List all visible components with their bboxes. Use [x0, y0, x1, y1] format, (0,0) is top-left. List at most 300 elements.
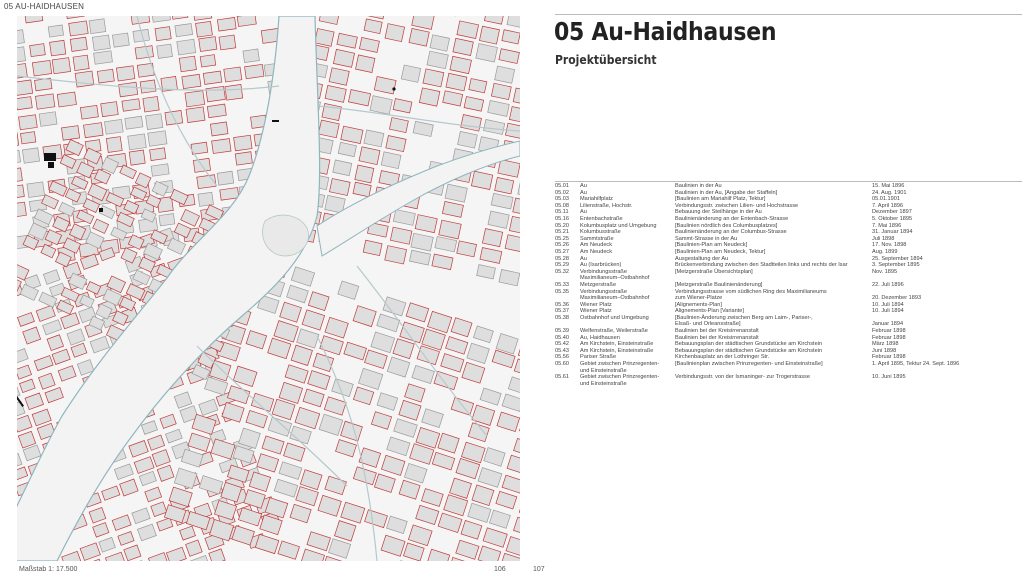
city-block: [151, 164, 169, 176]
city-block: [196, 21, 213, 37]
city-block: [482, 229, 502, 247]
project-number-text: 05.36: [555, 301, 569, 308]
project-description-line: [Baulinien-Änderung zwischen Berg am Laim-, Pariser-,: [675, 314, 813, 321]
project-description: [675, 209, 872, 216]
project-description-line: [Metzgerstraße Übersichtsplan]: [675, 268, 753, 275]
project-date-line: 10. Juli 1894: [872, 308, 904, 315]
city-block: [122, 99, 140, 111]
city-block: [17, 97, 32, 110]
project-description-line: Verbindungsstr. von der Ismaninger- zur Trogerstrasse: [675, 374, 810, 381]
project-number: [555, 249, 580, 256]
city-block: [175, 24, 193, 37]
project-date: [872, 308, 1022, 315]
project-description: [675, 361, 872, 374]
project-date-line: Februar 1898: [872, 334, 906, 341]
project-description-line: [Alignements-Plan]: [675, 301, 722, 308]
city-block: [35, 94, 54, 109]
city-block: [179, 56, 196, 72]
city-block: [219, 35, 236, 50]
city-block: [106, 137, 122, 153]
project-name: [580, 341, 675, 348]
project-number: [555, 196, 580, 203]
project-date-line: 05.01.1901: [872, 196, 900, 203]
project-name-line: Au (Isarbrücken): [580, 262, 622, 269]
city-map: [17, 16, 520, 561]
project-row: [555, 262, 1022, 269]
project-description-line: Baulinien bei der Kreisirrenanstalt: [675, 328, 759, 335]
project-date-line: 20. Dezember 1893: [872, 295, 922, 302]
project-description: [675, 223, 872, 230]
project-name-line: Lilienstraße, Hochstr.: [580, 202, 633, 209]
project-description-line: [Baulinien nördlich des Columbusplatzes]: [675, 222, 778, 229]
title-rule: [555, 14, 1022, 15]
project-date: [872, 328, 1022, 335]
project-number-text: 05.60: [555, 361, 569, 368]
right-page: [522, 0, 1024, 578]
project-name-line: Mariahilfplatz: [580, 196, 613, 203]
city-block: [210, 122, 228, 136]
city-block: [157, 44, 173, 58]
project-description: [675, 216, 872, 223]
project-description-line: Baulinien bei der Kreisirrenanstalt: [675, 334, 759, 341]
city-block: [70, 37, 87, 51]
city-block: [101, 102, 119, 117]
project-row: [555, 354, 1022, 361]
project-description-line: Elsaß- und Orleansstraße]: [675, 321, 741, 328]
project-row: [555, 302, 1022, 309]
project-date: [872, 249, 1022, 256]
project-date-line: Februar 1898: [872, 328, 906, 335]
project-description-line: [Baulinienplan zwischen Prinzregenten- und Einsteinstraße]: [675, 361, 823, 368]
project-description: [675, 302, 872, 309]
city-block: [243, 49, 259, 63]
project-name-line: Kolumbusstraße: [580, 229, 621, 236]
project-name: [580, 374, 675, 387]
project-row: [555, 236, 1022, 243]
city-block: [199, 37, 217, 52]
project-name: [580, 190, 675, 197]
project-description: [675, 196, 872, 203]
project-date-line: 22. Juli 1896: [872, 281, 904, 288]
city-block: [148, 131, 167, 147]
project-date: [872, 335, 1022, 342]
project-name: [580, 196, 675, 203]
project-number-text: 05.38: [555, 314, 569, 321]
city-block: [57, 92, 76, 107]
project-description: [675, 262, 872, 269]
project-number-text: 05.56: [555, 354, 569, 361]
project-number: [555, 289, 580, 302]
city-block: [322, 103, 342, 120]
city-block: [84, 123, 104, 138]
project-date-line: Juli 1898: [872, 235, 895, 242]
project-row: [555, 335, 1022, 342]
project-date-line: 17. Nov. 1898: [872, 242, 907, 249]
city-block: [217, 17, 236, 31]
city-block: [225, 84, 243, 100]
project-date-line: März 1898: [872, 341, 899, 348]
project-row: [555, 183, 1022, 190]
table-rule: [555, 181, 1022, 182]
city-block: [146, 114, 163, 130]
city-block: [39, 112, 57, 127]
project-number: [555, 335, 580, 342]
city-block: [97, 69, 114, 83]
city-block: [207, 104, 226, 118]
project-date-line: Januar 1894: [872, 321, 904, 328]
project-description: [675, 242, 872, 249]
project-number: [555, 229, 580, 236]
project-date: [872, 354, 1022, 361]
project-row: [555, 361, 1022, 374]
project-number: [555, 242, 580, 249]
project-description-line: zum Wiener-Platze: [675, 295, 723, 302]
project-description-line: Bebauungsplan der städtischen Grundstücke am Kirchstein: [675, 341, 823, 348]
project-name: [580, 249, 675, 256]
project-name-line: Au: [580, 189, 587, 196]
project-date: [872, 216, 1022, 223]
project-description: [675, 328, 872, 335]
project-name-line: Maximilianeum–Ostbahnhof: [580, 295, 650, 302]
city-block: [235, 152, 252, 165]
project-name: [580, 223, 675, 230]
project-number: [555, 315, 580, 328]
project-number: [555, 302, 580, 309]
city-block: [61, 126, 79, 141]
project-name: [580, 209, 675, 216]
project-name: [580, 282, 675, 289]
project-number: [555, 216, 580, 223]
project-date: [872, 223, 1022, 230]
project-date: [872, 183, 1022, 190]
project-name-line: Kolumbusplatz und Umgebung: [580, 222, 657, 229]
project-name: [580, 256, 675, 263]
project-number: [555, 190, 580, 197]
project-date: [872, 256, 1022, 263]
city-block: [200, 55, 216, 67]
project-number: [555, 348, 580, 355]
project-row: [555, 203, 1022, 210]
project-name-line: Verbindungsstraße: [580, 288, 627, 295]
city-block: [19, 115, 38, 130]
project-name-line: Ostbahnhof und Umgebung: [580, 314, 649, 321]
city-block: [30, 44, 46, 57]
project-number-text: 05.02: [555, 189, 569, 196]
city-block: [155, 27, 171, 41]
project-date: [872, 229, 1022, 236]
project-row: [555, 308, 1022, 315]
project-date: [872, 196, 1022, 203]
city-block: [17, 185, 24, 199]
city-block: [186, 107, 205, 123]
project-number: [555, 209, 580, 216]
project-number-text: 05.20: [555, 222, 569, 229]
city-block: [48, 25, 63, 37]
project-description: [675, 335, 872, 342]
city-block: [479, 26, 499, 44]
project-description-line: Sammt-Strasse in der Au: [675, 235, 738, 242]
city-map-drawing: [17, 16, 520, 561]
project-row: [555, 256, 1022, 263]
project-name-line: Au, Haidhausen: [580, 334, 620, 341]
city-block: [128, 134, 147, 150]
project-description: [675, 289, 872, 302]
project-description: [675, 315, 872, 328]
city-block: [185, 91, 205, 107]
project-number-text: 05.11: [555, 209, 569, 216]
project-row: [555, 209, 1022, 216]
city-block: [17, 202, 26, 217]
city-block: [17, 47, 26, 63]
project-name: [580, 315, 675, 328]
project-name: [580, 308, 675, 315]
project-date-line: 1. April 1895, Tektur 24. Sept. 1896: [872, 361, 960, 368]
project-date-line: 7. April 1896: [872, 202, 904, 209]
city-block: [32, 60, 51, 76]
project-number: [555, 361, 580, 374]
city-block: [92, 35, 110, 51]
project-name: [580, 242, 675, 249]
project-description-line: Verbindungsstr. zwischen Lilien- und Hochstrasse: [675, 202, 799, 209]
city-block: [206, 86, 226, 101]
project-row: [555, 269, 1022, 282]
project-number: [555, 256, 580, 263]
project-date-line: 31. Januar 1894: [872, 229, 913, 236]
city-block: [177, 39, 196, 55]
project-description: [675, 374, 872, 387]
project-date: [872, 203, 1022, 210]
city-block: [419, 88, 440, 106]
city-block: [50, 40, 66, 56]
project-number: [555, 282, 580, 289]
project-description-line: Ausgestaltung der Au: [675, 255, 729, 262]
page-number-right: 107: [533, 566, 545, 573]
project-description-line: Baulinienänderung an der Columbus-Strasse: [675, 229, 787, 236]
city-block: [69, 21, 88, 36]
project-number: [555, 374, 580, 387]
project-date: [872, 341, 1022, 348]
project-name: [580, 361, 675, 374]
city-block: [198, 192, 214, 206]
project-row: [555, 348, 1022, 355]
project-number: [555, 203, 580, 210]
project-row: [555, 374, 1022, 387]
project-description: [675, 236, 872, 243]
project-row: [555, 242, 1022, 249]
project-description: [675, 183, 872, 190]
city-block: [245, 64, 264, 78]
project-date: [872, 289, 1022, 302]
project-description: [675, 249, 872, 256]
project-date: [872, 190, 1022, 197]
project-number-text: 05.35: [555, 288, 569, 295]
project-table: [555, 183, 1022, 387]
project-description: [675, 256, 872, 263]
project-date: [872, 236, 1022, 243]
city-block: [22, 148, 39, 163]
project-description-line: Bebauungsplan der städtischen Grundstücke am Kirchstein: [675, 347, 823, 354]
project-number-text: 05.21: [555, 229, 569, 236]
project-name: [580, 183, 675, 190]
project-date: [872, 269, 1022, 282]
project-number: [555, 262, 580, 269]
city-block: [20, 132, 35, 144]
project-number-text: 05.32: [555, 268, 569, 275]
project-name: [580, 289, 675, 302]
project-date-line: 24. Aug. 1901: [872, 189, 907, 196]
project-description-line: Alignements-Plan [Variante]: [675, 308, 744, 315]
project-number: [555, 308, 580, 315]
project-name-line: Am Kirchstein, Einsteinstraße: [580, 341, 654, 348]
project-name-line: Am Neudeck: [580, 242, 613, 249]
project-name-line: und Einsteinstraße: [580, 367, 627, 374]
city-block: [182, 74, 201, 88]
project-number: [555, 354, 580, 361]
city-block: [385, 24, 405, 42]
project-name-line: Maximilianeum–Ostbahnhof: [580, 275, 650, 282]
project-description: [675, 308, 872, 315]
city-block: [89, 19, 106, 34]
city-block: [116, 66, 134, 81]
city-block: [315, 29, 334, 47]
project-date-line: 5. Oktober 1895: [872, 215, 913, 222]
city-block: [220, 188, 239, 201]
project-description: [675, 348, 872, 355]
project-row: [555, 229, 1022, 236]
project-date-line: 15. Mai 1896: [872, 183, 905, 189]
project-name-line: Welfenstraße, Weilerstraße: [580, 328, 648, 335]
project-number-text: 05.33: [555, 281, 569, 288]
project-name: [580, 328, 675, 335]
project-description-line: Baulinienänderung an der Entenbach-Strasse: [675, 215, 789, 222]
project-number-text: 05.40: [555, 334, 569, 341]
project-description: [675, 190, 872, 197]
city-block: [135, 46, 153, 59]
city-block: [212, 139, 231, 154]
page-subtitle: Projektübersicht: [555, 53, 657, 67]
project-name-line: Am Kirchstein, Einsteinstraße: [580, 347, 654, 354]
project-name-line: Entenbachstraße: [580, 215, 623, 222]
project-number-text: 05.42: [555, 341, 569, 348]
project-date: [872, 262, 1022, 269]
project-date-line: 25. September 1894: [872, 255, 923, 262]
project-number-text: 05.39: [555, 328, 569, 335]
project-number: [555, 236, 580, 243]
project-table-body: [555, 183, 1022, 387]
project-name: [580, 302, 675, 309]
project-row: [555, 282, 1022, 289]
city-block: [140, 80, 156, 93]
project-name: [580, 348, 675, 355]
project-number: [555, 183, 580, 190]
project-description-line: Kirchenbauplatz an der Lothringer Str.: [675, 354, 770, 361]
page-title: 05 Au-Haidhausen: [554, 17, 777, 46]
project-description: [675, 354, 872, 361]
project-number-text: 05.27: [555, 248, 569, 255]
city-block: [17, 80, 33, 96]
city-block: [52, 58, 70, 74]
project-description-line: Baulinien in der Au, [Angabe der Staffeln]: [675, 189, 778, 196]
city-block: [94, 51, 113, 64]
project-name: [580, 236, 675, 243]
project-name-line: Gebiet zwischen Prinzregenten-: [580, 374, 660, 381]
project-name-line: Verbindungsstraße: [580, 268, 627, 275]
project-date: [872, 361, 1022, 374]
project-name: [580, 262, 675, 269]
project-name: [580, 335, 675, 342]
city-block: [355, 165, 374, 183]
project-row: [555, 341, 1022, 348]
project-number-text: 05.37: [555, 308, 569, 315]
city-block: [234, 135, 253, 151]
project-row: [555, 223, 1022, 230]
project-description-line: [Metzgerstraße Baulinienänderung]: [675, 281, 763, 288]
project-number-text: 05.16: [555, 215, 569, 222]
project-description-line: Bebauung der Steilhänge in der Au: [675, 209, 762, 216]
city-block: [27, 182, 45, 198]
project-description: [675, 203, 872, 210]
project-name-line: und Einsteinstraße: [580, 380, 627, 387]
project-number-text: 05.43: [555, 347, 569, 354]
project-number-text: 05.26: [555, 242, 569, 249]
project-name-line: Gebiet zwischen Prinzregenten-: [580, 361, 660, 368]
project-row: [555, 315, 1022, 328]
project-number: [555, 223, 580, 230]
project-date: [872, 374, 1022, 387]
project-number: [555, 341, 580, 348]
project-name-line: Am Neudeck: [580, 248, 613, 255]
city-block: [401, 65, 420, 82]
project-name-line: Sammtstraße: [580, 235, 614, 242]
project-date: [872, 209, 1022, 216]
project-date-line: Februar 1898: [872, 354, 906, 361]
project-row: [555, 216, 1022, 223]
project-name-line: Wiener Platz: [580, 308, 612, 315]
project-date: [872, 282, 1022, 289]
project-name: [580, 229, 675, 236]
city-block: [129, 150, 145, 165]
project-name-line: Wiener Platz: [580, 301, 612, 308]
project-number-text: 05.25: [555, 235, 569, 242]
project-description-line: Verbindungsstrasse vom südlichen Ring des Maximilianeums: [675, 288, 827, 295]
project-description-line: Brückenverbindung zwischen den Stadtteilen links und rechts der Isar: [675, 262, 848, 269]
project-number-text: 05.08: [555, 202, 569, 209]
city-block: [150, 148, 166, 161]
city-block: [356, 55, 375, 73]
project-name: [580, 203, 675, 210]
project-name-line: Metzgerstraße: [580, 281, 617, 288]
project-date: [872, 302, 1022, 309]
project-date-line: Juni 1898: [872, 347, 897, 354]
museum-island: [262, 215, 308, 256]
project-row: [555, 328, 1022, 335]
project-date-line: 3. September 1895: [872, 262, 920, 269]
project-row: [555, 196, 1022, 203]
project-name: [580, 354, 675, 361]
city-block: [104, 119, 123, 134]
project-date-line: Nov. 1895: [872, 268, 898, 275]
project-number-text: 05.01: [555, 183, 569, 189]
project-number-text: 05.29: [555, 262, 569, 269]
city-block: [224, 67, 242, 82]
project-number-text: 05.03: [555, 196, 569, 203]
city-block: [119, 82, 138, 97]
project-row: [555, 289, 1022, 302]
project-name: [580, 216, 675, 223]
project-description-line: [Baulinien-Plan am Neudeck, Tektur]: [675, 248, 766, 255]
project-number-text: 05.61: [555, 374, 569, 381]
project-name-line: Au: [580, 183, 587, 189]
